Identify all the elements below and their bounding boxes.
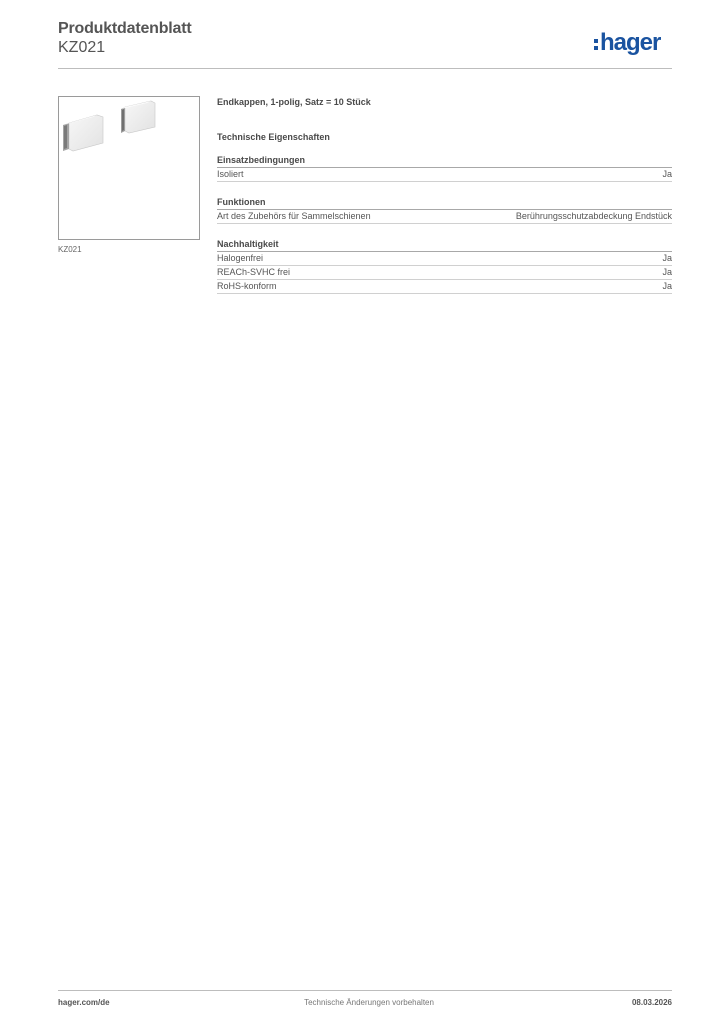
group-heading: Nachhaltigkeit xyxy=(217,238,672,252)
footer-divider xyxy=(58,990,672,991)
footer-date: 08.03.2026 xyxy=(631,998,672,1007)
hager-logo xyxy=(594,29,660,57)
footer-disclaimer: Technische Änderungen vorbehalten xyxy=(304,998,434,1007)
property-label: Art des Zubehörs für Sammelschienen xyxy=(217,211,371,221)
logo-text: hager xyxy=(600,29,661,56)
property-label: Isoliert xyxy=(217,169,244,179)
footer-website-link[interactable]: hager.com/de xyxy=(58,998,110,1007)
property-value: Ja xyxy=(662,267,672,277)
property-value: Ja xyxy=(662,253,672,263)
property-value: Ja xyxy=(662,169,672,179)
property-row xyxy=(217,252,672,266)
property-group xyxy=(217,238,672,294)
group-heading: Einsatzbedingungen xyxy=(217,154,672,168)
end-cap-front xyxy=(63,115,103,151)
end-cap-illustration xyxy=(59,97,199,239)
property-label: Halogenfrei xyxy=(217,253,264,263)
property-value: Berührungsschutzabdeckung Endstück xyxy=(515,211,672,221)
property-row xyxy=(217,210,672,224)
product-details xyxy=(217,96,672,294)
header-divider xyxy=(58,68,672,69)
logo-dots-icon xyxy=(594,39,598,50)
section-title: Technische Eigenschaften xyxy=(217,132,330,142)
product-description: Endkappen, 1-polig, Satz = 10 Stück xyxy=(217,97,371,107)
property-label: REACh-SVHC frei xyxy=(217,267,291,277)
property-label: RoHS-konform xyxy=(217,281,277,291)
product-code: KZ021 xyxy=(58,39,106,56)
property-row xyxy=(217,266,672,280)
property-group xyxy=(217,196,672,224)
property-row xyxy=(217,168,672,182)
image-caption: KZ021 xyxy=(58,245,82,254)
property-value: Ja xyxy=(662,281,672,291)
page-title: Produktdatenblatt xyxy=(58,20,192,37)
product-image xyxy=(58,96,200,240)
group-heading: Funktionen xyxy=(217,196,672,210)
end-cap-back xyxy=(121,101,155,133)
property-group xyxy=(217,154,672,182)
property-row xyxy=(217,280,672,294)
